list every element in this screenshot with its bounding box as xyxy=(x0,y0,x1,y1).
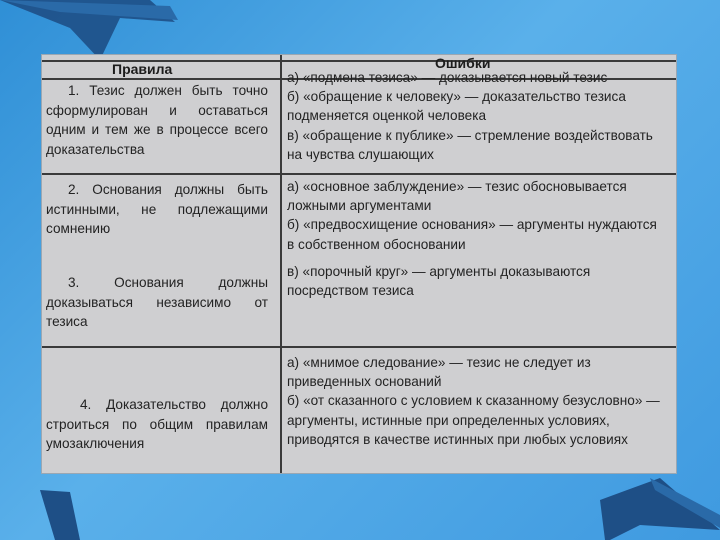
rule-2: 2. Основания должны быть истинными, не подлежащими сомнению xyxy=(46,182,268,237)
errors-2: а) «основное заблуждение» — тезис обосновывается ложными аргументами б) «предвосхищение основания» — аргументы нуждаются в собственном обосновании xyxy=(287,179,657,252)
rule-4: 4. Доказательство должно строиться по общим правилам умозаключения xyxy=(46,397,268,452)
header-rules: Правила xyxy=(112,61,173,77)
table-line-row3-bottom xyxy=(42,346,676,348)
table-line-column-divider xyxy=(280,55,282,473)
rule-1: 1. Тезис должен быть точно сформулирован и оставаться одним и тем же в процессе всего доказательства xyxy=(46,83,268,157)
header-errors: Ошибки xyxy=(435,55,491,71)
errors-4: а) «мнимое следование» — тезис не следует из приведенных оснований б) «от сказанного с условием к сказанному безусловно» — аргументы, истинные при определенных условиях, приводятся в качестве истинных при любых условиях xyxy=(287,355,660,447)
table-line-row1-bottom xyxy=(42,173,676,175)
rule-3: 3. Основания должны доказываться независимо от тезиса xyxy=(46,275,268,330)
errors-1: а) «подмена тезиса» — доказывается новый тезис б) «обращение к человеку» — доказательство тезиса подменяется оценкой человека в) «обращение к публике» — стремление воздействовать на чувства слушающих xyxy=(287,70,653,162)
errors-3: в) «порочный круг» — аргументы доказываются посредством тезиса xyxy=(287,264,594,299)
scanned-table-page xyxy=(42,55,676,473)
